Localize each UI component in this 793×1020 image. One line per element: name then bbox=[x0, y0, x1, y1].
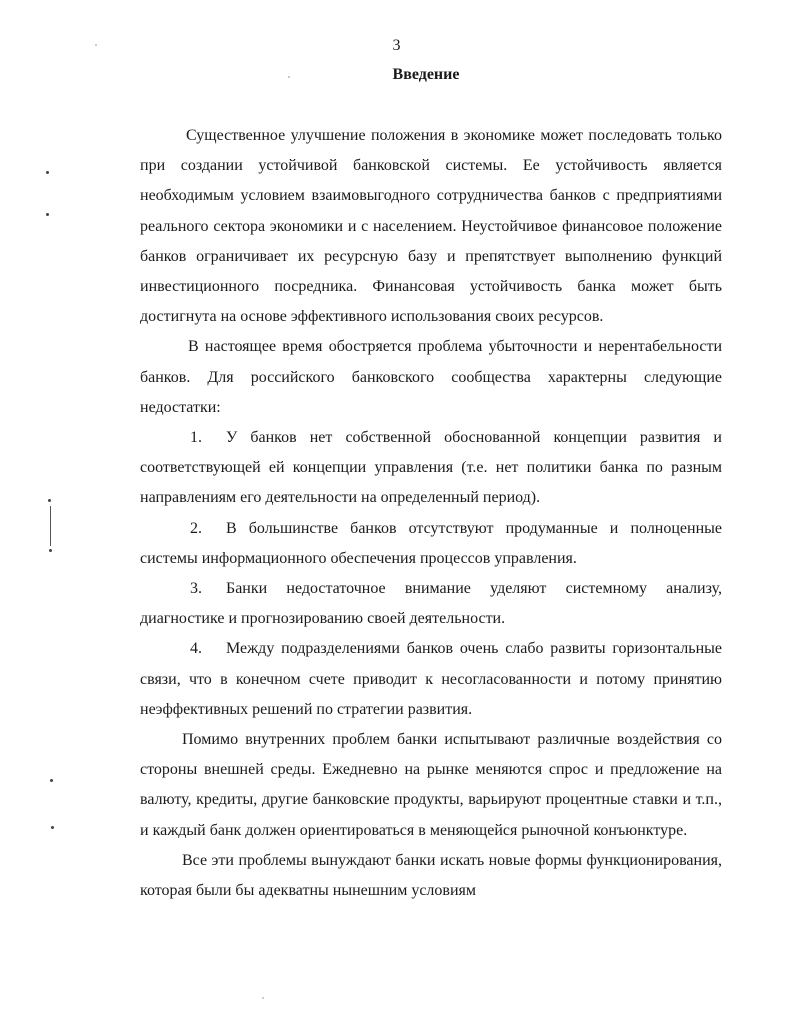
list-item-text: В большинстве банков отсутствуют продуманные и полноценные системы информационного обеспечения процессов управления. bbox=[140, 519, 722, 567]
scan-speck bbox=[95, 44, 97, 46]
scan-mark bbox=[46, 171, 49, 174]
list-item-number: 3. bbox=[190, 580, 202, 598]
list-item-number: 1. bbox=[190, 429, 202, 447]
paragraph-current-problems: В настоящее время обостряется проблема убыточности и нерентабельности банков. Для российского банковского сообщества характерны следующие недостатки: bbox=[140, 338, 722, 416]
scan-speck bbox=[262, 997, 264, 999]
list-item bbox=[140, 514, 722, 574]
page-number: 3 bbox=[392, 37, 401, 54]
paragraph-new-forms: Все эти проблемы вынуждают банки искать новые формы функционирования, которая были бы адекватны нынешним условиям bbox=[140, 851, 722, 900]
scan-mark bbox=[46, 213, 49, 216]
list-item-text: Между подразделениями банков очень слабо развиты горизонтальные связи, что в конечном счете приводит к несогласованности и потому принятию неэффективных решений по стратегии развития. bbox=[140, 640, 722, 718]
list-item bbox=[140, 423, 722, 514]
scan-mark bbox=[51, 826, 54, 829]
list-item bbox=[140, 574, 722, 634]
scan-mark bbox=[49, 549, 52, 552]
list-item bbox=[140, 634, 722, 725]
scan-mark bbox=[50, 506, 51, 546]
paragraph-intro: Существенное улучшение положения в экономике может последовать только при создании устойчивой банковской системы. Ее устойчивость является необходимым условием взаимовыгодного сотрудничества банков с предприятиями реального сектора экономики и с населением. Неустойчивое финансовое положение банков ограничивает их ресурсную базу и препятствует выполнению функций инвестиционного посредника. Финансовая устойчивость банка может быть достигнута на основе эффективного использования своих ресурсов. bbox=[140, 127, 722, 326]
list-item-number: 2. bbox=[190, 519, 202, 537]
document-body bbox=[140, 121, 722, 906]
scan-speck bbox=[288, 76, 290, 78]
list-item-number: 4. bbox=[190, 640, 202, 658]
list-item-text: У банков нет собственной обоснованной концепции развития и соответствующей ей концепции управления (т.е. нет политики банка по разным направлениям его деятельности на определенный период). bbox=[140, 429, 722, 507]
scan-mark bbox=[48, 499, 51, 502]
paragraph-external-influences: Помимо внутренних проблем банки испытывают различные воздействия со стороны внешней среды. Ежедневно на рынке меняются спрос и предложение на валюту, кредиты, другие банковские продукты, варьируют процентные ставки и т.п., и каждый банк должен ориентироваться в меняющейся рыночной конъюнктуре. bbox=[140, 731, 722, 839]
list-item-text: Банки недостаточное внимание уделяют системному анализу, диагностике и прогнозированию своей деятельности. bbox=[140, 580, 722, 628]
scan-mark bbox=[50, 779, 53, 782]
page-title: Введение bbox=[392, 66, 460, 83]
